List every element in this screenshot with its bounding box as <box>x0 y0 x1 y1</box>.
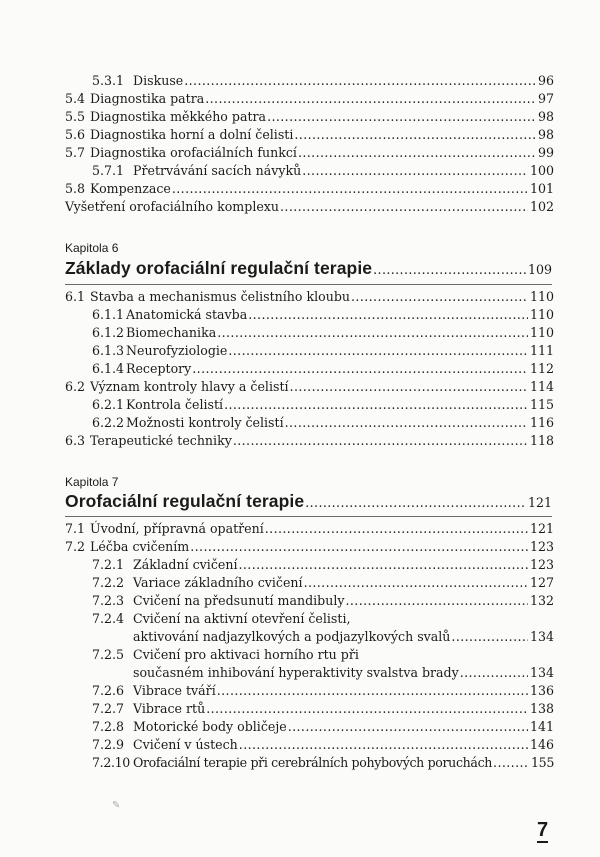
leader-dots <box>351 288 528 306</box>
toc-entry-number: 5.4 <box>65 91 86 106</box>
toc-entry <box>65 198 554 216</box>
toc-entry-first-line <box>92 646 554 664</box>
toc-entry <box>92 736 554 754</box>
toc-entry-title: Motorické body obličeje <box>133 719 287 734</box>
leader-dots <box>184 72 536 90</box>
toc-entry-number: 7.1 <box>65 521 86 536</box>
toc-entry-title: Diskuse <box>133 73 184 88</box>
toc-entry-page: 112 <box>529 361 554 376</box>
toc-entry-number: 7.2.2 <box>92 575 125 590</box>
toc-entry-title: Cvičení na aktivní otevření čelisti, <box>133 611 351 626</box>
toc-entry-page: 100 <box>529 163 554 178</box>
toc-entry-number: 6.2 <box>65 379 86 394</box>
toc-entry <box>92 414 554 432</box>
toc-entry-page: 98 <box>537 109 554 124</box>
toc-entry <box>65 90 554 108</box>
toc-entry-title: Základní cvičení <box>133 557 238 572</box>
toc-entry-number: 6.1.2 <box>92 325 125 340</box>
toc-entry-number: 6.3 <box>65 433 86 448</box>
toc-entry <box>65 432 554 450</box>
chapter-7-rule <box>65 516 552 517</box>
chapter-7-title: Orofaciální regulační terapie <box>65 491 305 511</box>
toc-entry <box>92 592 554 610</box>
toc-entry-title: Možnosti kontroly čelistí <box>126 415 284 430</box>
leader-dots <box>172 180 528 198</box>
toc-entry-number: 7.2.3 <box>92 593 125 608</box>
toc-entry-number: 5.5 <box>65 109 86 124</box>
leader-dots <box>294 126 536 144</box>
leader-dots <box>192 360 528 378</box>
toc-entry <box>92 682 554 700</box>
toc-entry-second-line <box>133 628 554 646</box>
toc-entry <box>65 538 554 556</box>
toc-entry-title: Léčba cvičením <box>90 539 190 554</box>
toc-entry-page: 141 <box>529 719 554 734</box>
toc-entry <box>92 72 554 90</box>
toc-entry-number: 7.2.8 <box>92 719 125 734</box>
toc-entry-title: Kontrola čelistí <box>126 397 224 412</box>
chapter-6-heading <box>65 258 552 279</box>
leader-dots <box>190 538 528 556</box>
toc-entry-page: 98 <box>537 127 554 142</box>
chapter-6-rule <box>65 284 552 285</box>
toc-entry-title: Diagnostika horní a dolní čelisti <box>90 127 294 142</box>
toc-entry-number: 6.2.1 <box>92 397 125 412</box>
toc-entry <box>92 396 554 414</box>
toc-entry-number: 7.2.10 <box>92 755 130 770</box>
leader-dots <box>460 664 528 682</box>
toc-entry-page: 114 <box>529 379 554 394</box>
toc-entry-page: 97 <box>537 91 554 106</box>
toc-entry-number: 5.7.1 <box>92 163 125 178</box>
toc-entry-title-continued: současném inhibování hyperaktivity svalstva brady <box>133 665 459 680</box>
toc-entry <box>92 324 554 342</box>
toc-entry-number: 7.2.9 <box>92 737 125 752</box>
toc-entry-page: 110 <box>529 307 554 322</box>
toc-entry-title: Vibrace rtů <box>133 701 206 716</box>
toc-entry-page: 111 <box>529 343 554 358</box>
toc-entry-number: 5.3.1 <box>92 73 125 88</box>
leader-dots <box>228 342 528 360</box>
toc-entry-page: 155 <box>531 755 554 770</box>
toc-entry-title: Variace základního cvičení <box>133 575 303 590</box>
toc-entry-number: 6.1.3 <box>92 343 125 358</box>
toc-entry-title: Receptory <box>126 361 192 376</box>
toc-entry-page: 123 <box>529 557 554 572</box>
toc-entry-title: Úvodní, přípravná opatření <box>90 521 264 536</box>
toc-entry-page: 101 <box>529 181 554 196</box>
toc-entry-page: 132 <box>529 593 554 608</box>
toc-entry-number: 5.8 <box>65 181 86 196</box>
toc-entry-page: 110 <box>529 289 554 304</box>
chapter-7-label: Kapitola 7 <box>65 475 119 489</box>
leader-dots <box>265 520 528 538</box>
leader-dots <box>290 378 528 396</box>
chapter-7-page: 121 <box>527 495 552 510</box>
toc-entry <box>65 378 554 396</box>
toc-entry-title: Neurofyziologie <box>126 343 228 358</box>
leader-dots <box>206 700 528 718</box>
leader-dots <box>217 682 528 700</box>
toc-entry-title: Biomechanika <box>126 325 217 340</box>
toc-entry <box>92 306 554 324</box>
toc-entry-number: 7.2.6 <box>92 683 125 698</box>
toc-entry-page: 99 <box>537 145 554 160</box>
toc-entry-page: 110 <box>529 325 554 340</box>
toc-entry <box>92 360 554 378</box>
toc-entry-page: 102 <box>529 199 554 214</box>
toc-entry-second-line <box>133 664 554 682</box>
toc-entry-title: Diagnostika měkkého patra <box>90 109 267 124</box>
toc-entry <box>92 342 554 360</box>
toc-entry <box>65 126 554 144</box>
toc-entry <box>92 718 554 736</box>
toc-entry <box>65 288 554 306</box>
toc-entry-title: Cvičení na předsunutí mandibuly <box>133 593 345 608</box>
toc-entry-page: 121 <box>529 521 554 536</box>
toc-entry-title: Terapeutické techniky <box>90 433 232 448</box>
toc-entry-number: 5.6 <box>65 127 86 142</box>
page-number: 7 <box>537 819 549 841</box>
toc-entry <box>65 144 554 162</box>
leader-dots <box>451 628 528 646</box>
leader-dots <box>205 90 536 108</box>
toc-entry-page: 123 <box>529 539 554 554</box>
toc-entry <box>92 574 554 592</box>
leader-dots <box>298 144 536 162</box>
scan-smudge: ✎ <box>112 800 121 811</box>
toc-entry-number: 7.2 <box>65 539 86 554</box>
toc-entry-title: Diagnostika patra <box>90 91 205 106</box>
toc-entry-page: 116 <box>529 415 554 430</box>
toc-entry-page: 134 <box>529 629 554 644</box>
chapter-6-label: Kapitola 6 <box>65 241 119 255</box>
toc-entry-number: 7.2.5 <box>92 647 125 662</box>
toc-entry-title: Přetrvávání sacích návyků <box>133 163 302 178</box>
toc-entry <box>65 180 554 198</box>
leader-dots <box>238 556 527 574</box>
toc-entry-title: Stavba a mechanismus čelistního kloubu <box>90 289 351 304</box>
toc-entry-title: Vyšetření orofaciálního komplexu <box>65 199 280 214</box>
chapter-7-heading <box>65 491 552 512</box>
toc-entry-number: 7.2.4 <box>92 611 125 626</box>
leader-dots <box>493 754 529 772</box>
leader-dots <box>233 432 528 450</box>
toc-entry-title: Cvičení v ústech <box>133 737 238 752</box>
toc-entry-number: 6.1.4 <box>92 361 125 376</box>
toc-entry <box>92 754 554 772</box>
toc-entry <box>65 520 554 538</box>
toc-entry-number: 6.2.2 <box>92 415 125 430</box>
toc-entry-title: Vibrace tváří <box>133 683 216 698</box>
leader-dots <box>304 574 528 592</box>
leader-dots <box>217 324 528 342</box>
toc-entry-number: 6.1 <box>65 289 86 304</box>
leader-dots <box>373 262 526 277</box>
toc-entry-page: 127 <box>529 575 554 590</box>
toc-entry-first-line <box>92 610 554 628</box>
toc-entry-title: Anatomická stavba <box>126 307 248 322</box>
toc-entry-number: 7.2.1 <box>92 557 125 572</box>
leader-dots <box>288 718 528 736</box>
toc-entry-title: Cvičení pro aktivaci horního rtu při <box>133 647 359 662</box>
toc-entry-page: 118 <box>529 433 554 448</box>
toc-entry-page: 138 <box>529 701 554 716</box>
toc-entry-title: Orofaciální terapie při cerebrálních pohybových poruchách <box>133 755 493 770</box>
toc-entry-page: 115 <box>529 397 554 412</box>
leader-dots <box>285 414 528 432</box>
toc-entry-title: Kompenzace <box>90 181 171 196</box>
leader-dots <box>305 495 526 510</box>
chapter-6-title: Základy orofaciální regulační terapie <box>65 258 373 278</box>
toc-entry-number: 7.2.7 <box>92 701 125 716</box>
toc-entry <box>65 108 554 126</box>
leader-dots <box>248 306 528 324</box>
leader-dots <box>302 162 528 180</box>
toc-entry <box>92 700 554 718</box>
toc-entry-number: 6.1.1 <box>92 307 125 322</box>
toc-entry <box>92 162 554 180</box>
toc-entry-title-continued: aktivování nadjazylkových a podjazylkových svalů <box>133 629 451 644</box>
toc-entry-page: 134 <box>529 665 554 680</box>
chapter-6-page: 109 <box>527 262 552 277</box>
toc-entry <box>92 556 554 574</box>
toc-entry-page: 96 <box>537 73 554 88</box>
leader-dots <box>346 592 528 610</box>
toc-entry-title: Diagnostika orofaciálních funkcí <box>90 145 297 160</box>
leader-dots <box>239 736 528 754</box>
toc-entry-title: Význam kontroly hlavy a čelistí <box>90 379 289 394</box>
toc-entry-number: 5.7 <box>65 145 86 160</box>
toc-entry-page: 136 <box>529 683 554 698</box>
leader-dots <box>224 396 528 414</box>
leader-dots <box>267 108 536 126</box>
toc-entry-page: 146 <box>529 737 554 752</box>
leader-dots <box>280 198 528 216</box>
